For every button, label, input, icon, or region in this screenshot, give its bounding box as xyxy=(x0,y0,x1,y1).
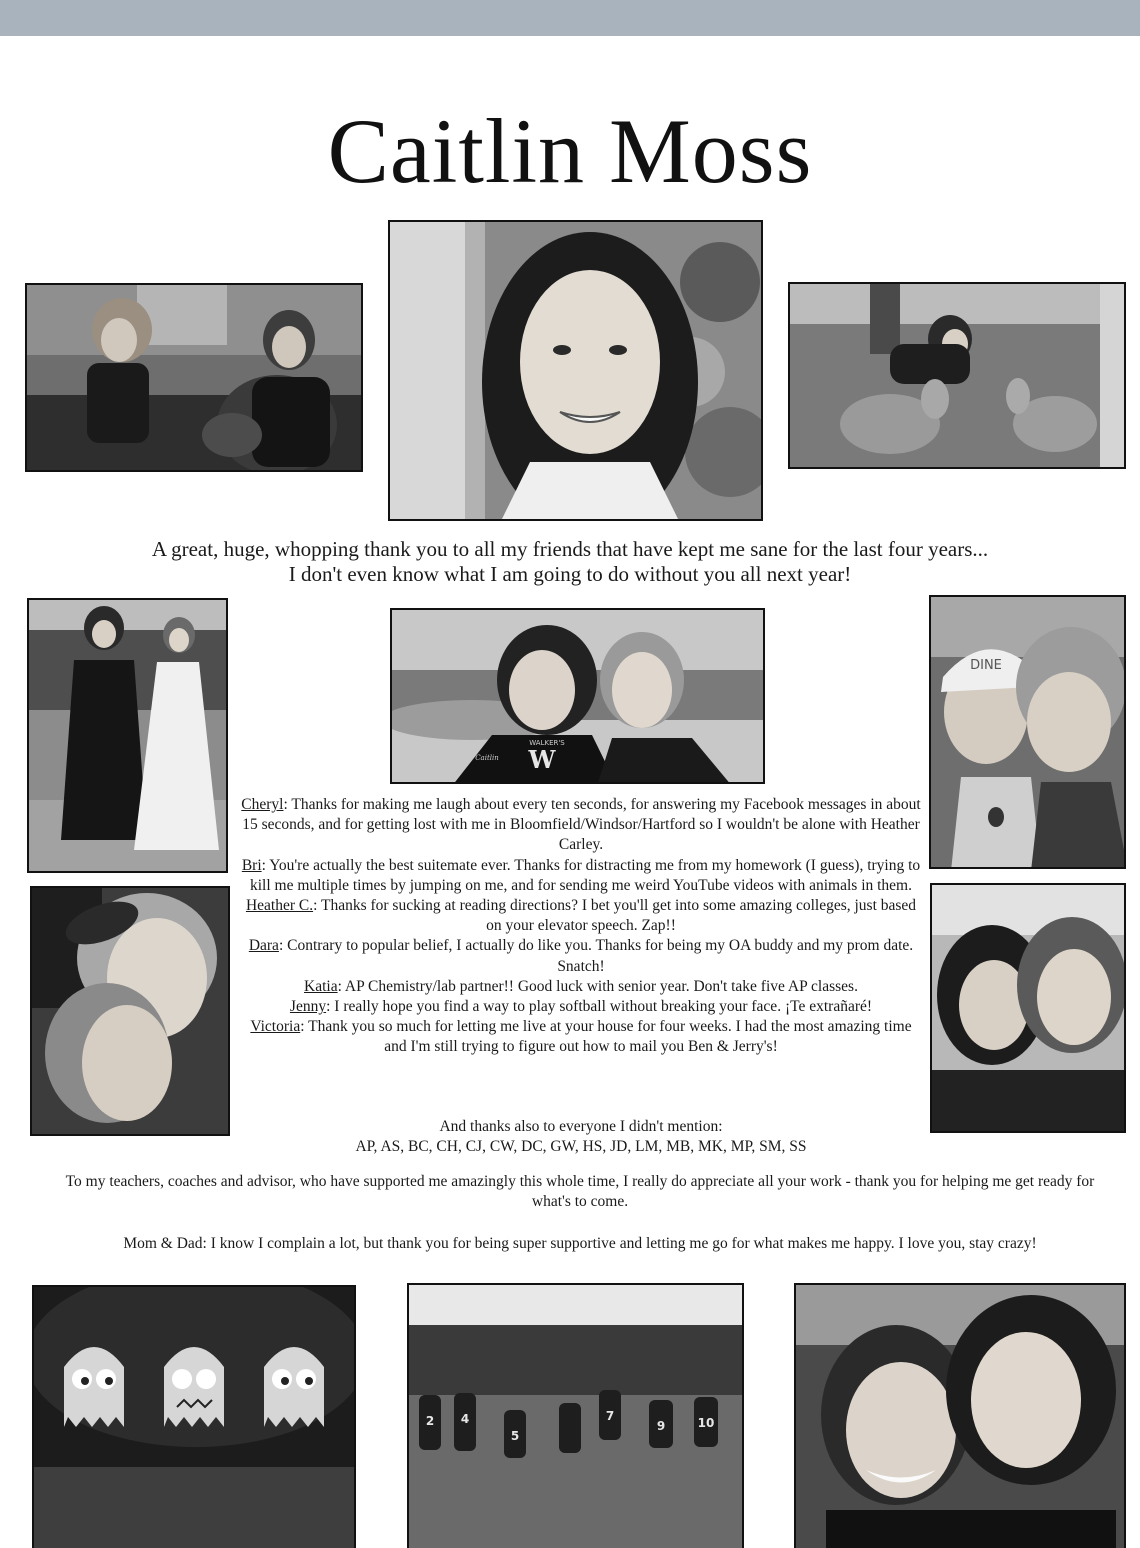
jersey-number: 7 xyxy=(605,1409,615,1423)
photo-two-girls-sofa xyxy=(25,283,363,472)
jersey-number: 2 xyxy=(425,1414,435,1428)
note-item: Victoria: Thank you so much for letting me live at your house for four weeks. I had the most amazing time and I'm still trying to figure out how to mail you Ben & Jerry's! xyxy=(250,1018,912,1056)
thanks-everyone xyxy=(240,1117,922,1157)
jersey-number: 4 xyxy=(460,1412,470,1426)
note-item: Cheryl: Thanks for making me laugh about every ten seconds, for answering my Facebook messages in about 15 seconds, and for getting lost with me in Bloomfield/Windsor/Hartford so I wouldn't be alone with Heather Carley. xyxy=(241,796,921,854)
note-name: Heather C. xyxy=(245,897,314,915)
photo-hat-and-beanie xyxy=(929,595,1126,869)
friend-notes xyxy=(240,795,922,1058)
note-text: Thank you so much for letting me live at your house for four weeks. I had the most amazing time and I'm still trying to figure out how to mail you Ben & Jerry's! xyxy=(308,1018,912,1056)
jersey-number: 10 xyxy=(697,1416,715,1430)
jersey-number: 5 xyxy=(510,1429,520,1443)
photo-two-girls-closeup xyxy=(794,1283,1126,1548)
note-text: Contrary to popular belief, I actually do like you. Thanks for being my OA buddy and my prom date. Snatch! xyxy=(287,937,914,975)
thanks-initials: AP, AS, BC, CH, CJ, CW, DC, GW, HS, JD, LM, MB, MK, MP, SM, SS xyxy=(355,1138,807,1156)
page-title: Caitlin Moss xyxy=(327,100,813,202)
scan-top-bar xyxy=(0,0,1140,36)
note-text: Thanks for making me laugh about every ten seconds, for answering my Facebook messages in about 15 seconds, and for getting lost with me in Bloomfield/Windsor/Hartford so I wouldn't be alone with Heather Carley. xyxy=(242,796,921,854)
note-item: Bri: You're actually the best suitemate ever. Thanks for distracting me from my homework (I guess), trying to kill me multiple times by jumping on me, and for sending me weird YouTube videos with animals in them. xyxy=(241,856,921,894)
note-name: Jenny xyxy=(289,998,327,1016)
thank-you-caption-line-1: A great, huge, whopping thank you to all my friends that have kept me sane for the last four years... xyxy=(151,537,989,561)
thank-you-caption-line-2: I don't even know what I am going to do without you all next year! xyxy=(288,562,852,586)
jacket-team: WALKER'S xyxy=(529,739,565,747)
hat-text: DINE xyxy=(970,658,1002,673)
note-item: Dara: Contrary to popular belief, I actually do like you. Thanks for being my OA buddy and my prom date. Snatch! xyxy=(248,937,914,975)
note-name: Victoria xyxy=(250,1018,301,1036)
photo-selfie-two-friends xyxy=(30,886,230,1136)
note-item: Katia: AP Chemistry/lab partner!! Good luck with senior year. Don't take five AP classes. xyxy=(304,977,858,995)
note-name: Bri xyxy=(241,856,262,874)
note-item: Jenny: I really hope you find a way to play softball without breaking your face. ¡Te extrañaré! xyxy=(289,998,873,1016)
note-text: You're actually the best suitemate ever. Thanks for distracting me from my homework (I guess), trying to kill me multiple times by jumping on me, and for sending me weird YouTube videos with animals in them. xyxy=(249,856,921,894)
note-name: Cheryl xyxy=(241,796,284,813)
jacket-name: Caitlin xyxy=(475,754,499,762)
thanks-line-1: And thanks also to everyone I didn't mention: xyxy=(439,1118,723,1135)
jersey-number: 9 xyxy=(656,1419,666,1433)
photo-softball-team-jumping xyxy=(407,1283,744,1548)
parents-message: Mom & Dad: I know I complain a lot, but thank you for being super supportive and letting me go for what makes me happy. I love you, stay crazy! xyxy=(123,1235,1037,1252)
note-text: I really hope you find a way to play softball without breaking your face. ¡Te extrañaré! xyxy=(334,998,873,1016)
photo-portrait-caitlin xyxy=(388,220,763,521)
photo-two-girls-jackets xyxy=(390,608,765,784)
jacket-letter: W xyxy=(528,745,556,774)
photo-two-girls-indoors xyxy=(930,883,1126,1133)
note-name: Dara xyxy=(248,937,279,955)
note-text: AP Chemistry/lab partner!! Good luck with senior year. Don't take five AP classes. xyxy=(344,977,858,995)
photo-pacman-ghosts-stage xyxy=(32,1285,356,1548)
note-name: Katia xyxy=(304,977,338,995)
teachers-message: To my teachers, coaches and advisor, who have supported me amazingly this whole time, I really do appreciate all your work - thank you for helping me get ready for what's to come. xyxy=(65,1173,1095,1211)
photo-kangaroos xyxy=(788,282,1126,469)
note-text: Thanks for sucking at reading directions? I bet you'll get into some amazing colleges, just based on your elevator speech. Zap!! xyxy=(320,897,917,935)
photo-prom-dresses xyxy=(27,598,228,873)
note-item: Heather C.: Thanks for sucking at reading directions? I bet you'll get into some amazing colleges, just based on your elevator speech. Zap!! xyxy=(245,897,917,935)
